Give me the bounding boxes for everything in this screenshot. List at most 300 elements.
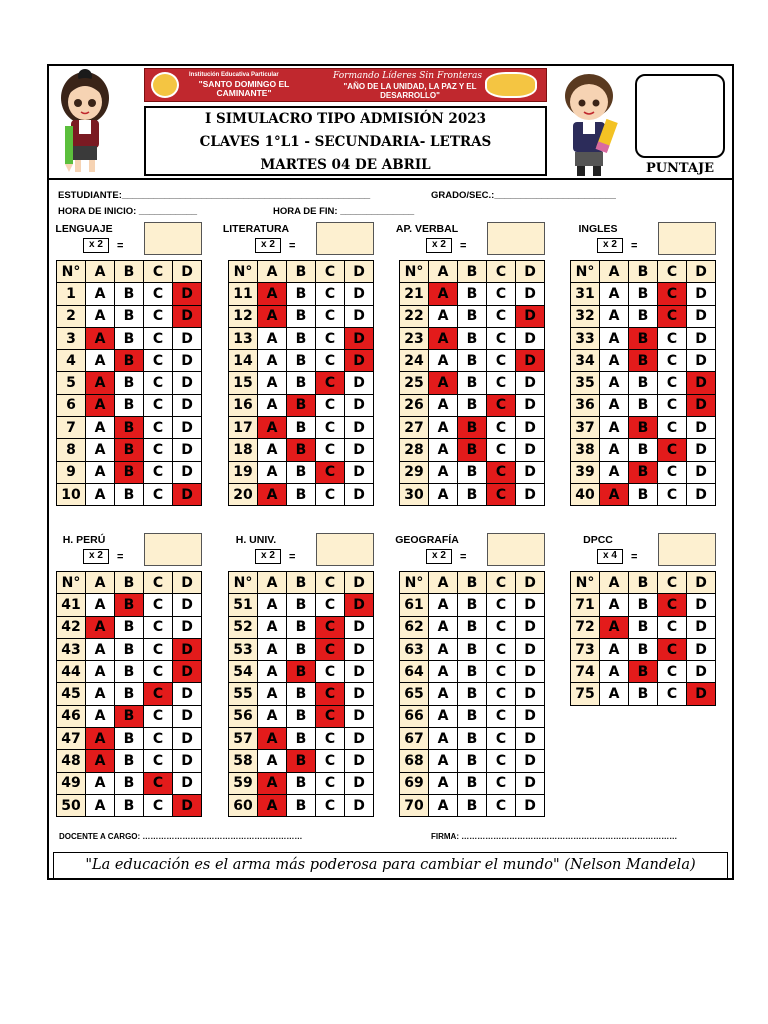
option-cell[interactable]: A <box>600 683 629 705</box>
option-cell[interactable]: B <box>115 327 144 349</box>
option-cell[interactable]: A <box>86 305 115 327</box>
option-cell[interactable]: D <box>173 683 202 705</box>
option-cell[interactable]: B <box>287 794 316 816</box>
option-cell[interactable]: A <box>86 661 115 683</box>
correct-option[interactable]: C <box>316 616 345 638</box>
option-cell[interactable]: B <box>629 439 658 461</box>
option-cell[interactable]: D <box>516 794 545 816</box>
option-cell[interactable]: B <box>287 638 316 660</box>
correct-option[interactable]: A <box>86 750 115 772</box>
option-cell[interactable]: D <box>687 661 716 683</box>
option-cell[interactable]: B <box>115 616 144 638</box>
correct-option[interactable]: A <box>258 417 287 439</box>
correct-option[interactable]: C <box>487 394 516 416</box>
section-score-box[interactable] <box>658 533 716 566</box>
option-cell[interactable]: C <box>316 350 345 372</box>
option-cell[interactable]: C <box>487 794 516 816</box>
correct-option[interactable]: B <box>287 439 316 461</box>
option-cell[interactable]: A <box>429 461 458 483</box>
option-cell[interactable]: D <box>173 394 202 416</box>
option-cell[interactable]: A <box>429 728 458 750</box>
option-cell[interactable]: C <box>658 372 687 394</box>
option-cell[interactable]: A <box>429 794 458 816</box>
option-cell[interactable]: A <box>258 327 287 349</box>
option-cell[interactable]: B <box>287 283 316 305</box>
option-cell[interactable]: B <box>115 750 144 772</box>
option-cell[interactable]: D <box>345 305 374 327</box>
correct-option[interactable]: C <box>658 283 687 305</box>
option-cell[interactable]: D <box>345 772 374 794</box>
option-cell[interactable]: D <box>516 638 545 660</box>
correct-option[interactable]: D <box>173 661 202 683</box>
correct-option[interactable]: C <box>316 705 345 727</box>
option-cell[interactable]: B <box>115 394 144 416</box>
option-cell[interactable]: C <box>658 461 687 483</box>
option-cell[interactable]: B <box>115 483 144 505</box>
option-cell[interactable]: A <box>258 750 287 772</box>
option-cell[interactable]: D <box>516 616 545 638</box>
option-cell[interactable]: B <box>629 616 658 638</box>
option-cell[interactable]: D <box>516 750 545 772</box>
option-cell[interactable]: D <box>173 705 202 727</box>
option-cell[interactable]: B <box>115 794 144 816</box>
option-cell[interactable]: B <box>458 794 487 816</box>
correct-option[interactable]: A <box>86 616 115 638</box>
option-cell[interactable]: C <box>144 372 173 394</box>
option-cell[interactable]: C <box>316 794 345 816</box>
option-cell[interactable]: C <box>144 705 173 727</box>
correct-option[interactable]: A <box>258 483 287 505</box>
section-score-box[interactable] <box>658 222 716 255</box>
option-cell[interactable]: C <box>144 283 173 305</box>
section-score-box[interactable] <box>487 222 545 255</box>
correct-option[interactable]: B <box>115 461 144 483</box>
option-cell[interactable]: B <box>458 728 487 750</box>
correct-option[interactable]: A <box>429 327 458 349</box>
option-cell[interactable]: C <box>658 394 687 416</box>
option-cell[interactable]: D <box>516 327 545 349</box>
option-cell[interactable]: B <box>458 327 487 349</box>
option-cell[interactable]: D <box>173 327 202 349</box>
option-cell[interactable]: D <box>345 683 374 705</box>
option-cell[interactable]: C <box>144 638 173 660</box>
option-cell[interactable]: D <box>345 728 374 750</box>
option-cell[interactable]: B <box>287 327 316 349</box>
option-cell[interactable]: B <box>458 683 487 705</box>
option-cell[interactable]: B <box>458 372 487 394</box>
option-cell[interactable]: A <box>86 283 115 305</box>
correct-option[interactable]: A <box>600 616 629 638</box>
correct-option[interactable]: C <box>144 772 173 794</box>
option-cell[interactable]: D <box>687 417 716 439</box>
option-cell[interactable]: B <box>458 772 487 794</box>
option-cell[interactable]: A <box>86 683 115 705</box>
option-cell[interactable]: D <box>516 772 545 794</box>
option-cell[interactable]: D <box>345 616 374 638</box>
option-cell[interactable]: A <box>258 705 287 727</box>
option-cell[interactable]: B <box>287 350 316 372</box>
correct-option[interactable]: A <box>86 372 115 394</box>
section-score-box[interactable] <box>316 533 374 566</box>
option-cell[interactable]: C <box>144 750 173 772</box>
option-cell[interactable]: A <box>429 683 458 705</box>
correct-option[interactable]: A <box>258 283 287 305</box>
option-cell[interactable]: B <box>115 772 144 794</box>
correct-option[interactable]: A <box>429 283 458 305</box>
option-cell[interactable]: D <box>516 705 545 727</box>
option-cell[interactable]: B <box>458 594 487 616</box>
correct-option[interactable]: B <box>115 594 144 616</box>
option-cell[interactable]: D <box>345 661 374 683</box>
correct-option[interactable]: D <box>687 372 716 394</box>
correct-option[interactable]: A <box>429 372 458 394</box>
option-cell[interactable]: B <box>115 638 144 660</box>
correct-option[interactable]: D <box>516 350 545 372</box>
option-cell[interactable]: A <box>600 305 629 327</box>
correct-option[interactable]: D <box>345 350 374 372</box>
correct-option[interactable]: C <box>316 683 345 705</box>
option-cell[interactable]: A <box>258 616 287 638</box>
option-cell[interactable]: D <box>516 483 545 505</box>
option-cell[interactable]: C <box>316 305 345 327</box>
option-cell[interactable]: B <box>458 638 487 660</box>
option-cell[interactable]: C <box>144 594 173 616</box>
correct-option[interactable]: A <box>600 483 629 505</box>
option-cell[interactable]: B <box>287 372 316 394</box>
option-cell[interactable]: C <box>487 439 516 461</box>
correct-option[interactable]: A <box>258 728 287 750</box>
option-cell[interactable]: C <box>487 616 516 638</box>
student-field[interactable]: ESTUDIANTE:_______________________________________________ <box>58 190 371 201</box>
option-cell[interactable]: C <box>658 417 687 439</box>
option-cell[interactable]: C <box>316 483 345 505</box>
option-cell[interactable]: C <box>144 483 173 505</box>
option-cell[interactable]: B <box>458 305 487 327</box>
correct-option[interactable]: B <box>287 750 316 772</box>
option-cell[interactable]: B <box>629 594 658 616</box>
option-cell[interactable]: A <box>429 705 458 727</box>
option-cell[interactable]: A <box>600 372 629 394</box>
option-cell[interactable]: B <box>115 372 144 394</box>
correct-option[interactable]: B <box>115 417 144 439</box>
option-cell[interactable]: A <box>600 661 629 683</box>
correct-option[interactable]: C <box>316 461 345 483</box>
option-cell[interactable]: C <box>487 661 516 683</box>
correct-option[interactable]: B <box>629 350 658 372</box>
correct-option[interactable]: D <box>687 394 716 416</box>
option-cell[interactable]: C <box>658 661 687 683</box>
signature-field[interactable]: FIRMA: ……………………………………………………………………… <box>431 832 678 841</box>
option-cell[interactable]: C <box>487 705 516 727</box>
option-cell[interactable]: C <box>487 327 516 349</box>
correct-option[interactable]: C <box>658 305 687 327</box>
correct-option[interactable]: A <box>86 394 115 416</box>
option-cell[interactable]: B <box>458 461 487 483</box>
option-cell[interactable]: B <box>115 661 144 683</box>
correct-option[interactable]: A <box>258 794 287 816</box>
option-cell[interactable]: B <box>458 750 487 772</box>
option-cell[interactable]: B <box>458 394 487 416</box>
option-cell[interactable]: D <box>173 439 202 461</box>
correct-option[interactable]: C <box>658 439 687 461</box>
option-cell[interactable]: A <box>600 461 629 483</box>
option-cell[interactable]: A <box>429 350 458 372</box>
option-cell[interactable]: C <box>487 283 516 305</box>
correct-option[interactable]: D <box>687 683 716 705</box>
option-cell[interactable]: C <box>658 616 687 638</box>
option-cell[interactable]: B <box>287 305 316 327</box>
option-cell[interactable]: B <box>115 683 144 705</box>
option-cell[interactable]: A <box>600 394 629 416</box>
option-cell[interactable]: A <box>600 638 629 660</box>
option-cell[interactable]: A <box>429 772 458 794</box>
option-cell[interactable]: C <box>487 638 516 660</box>
option-cell[interactable]: C <box>316 661 345 683</box>
correct-option[interactable]: B <box>115 705 144 727</box>
option-cell[interactable]: C <box>487 750 516 772</box>
option-cell[interactable]: B <box>287 728 316 750</box>
option-cell[interactable]: B <box>287 772 316 794</box>
option-cell[interactable]: B <box>629 394 658 416</box>
correct-option[interactable]: A <box>86 728 115 750</box>
option-cell[interactable]: B <box>115 283 144 305</box>
option-cell[interactable]: D <box>687 461 716 483</box>
option-cell[interactable]: D <box>173 728 202 750</box>
option-cell[interactable]: A <box>86 350 115 372</box>
option-cell[interactable]: D <box>345 705 374 727</box>
correct-option[interactable]: D <box>345 327 374 349</box>
option-cell[interactable]: B <box>287 594 316 616</box>
option-cell[interactable]: C <box>487 728 516 750</box>
option-cell[interactable]: D <box>516 417 545 439</box>
option-cell[interactable]: C <box>658 483 687 505</box>
option-cell[interactable]: C <box>144 661 173 683</box>
option-cell[interactable]: D <box>345 750 374 772</box>
option-cell[interactable]: A <box>258 638 287 660</box>
option-cell[interactable]: B <box>458 616 487 638</box>
option-cell[interactable]: A <box>429 394 458 416</box>
option-cell[interactable]: C <box>144 394 173 416</box>
correct-option[interactable]: B <box>629 461 658 483</box>
option-cell[interactable]: D <box>173 772 202 794</box>
option-cell[interactable]: B <box>115 305 144 327</box>
option-cell[interactable]: C <box>316 750 345 772</box>
option-cell[interactable]: D <box>173 461 202 483</box>
option-cell[interactable]: D <box>345 638 374 660</box>
option-cell[interactable]: D <box>345 417 374 439</box>
correct-option[interactable]: C <box>658 594 687 616</box>
option-cell[interactable]: A <box>600 350 629 372</box>
correct-option[interactable]: A <box>258 305 287 327</box>
option-cell[interactable]: C <box>144 461 173 483</box>
option-cell[interactable]: D <box>345 283 374 305</box>
option-cell[interactable]: B <box>287 417 316 439</box>
option-cell[interactable]: C <box>144 728 173 750</box>
option-cell[interactable]: C <box>658 350 687 372</box>
option-cell[interactable]: B <box>458 350 487 372</box>
option-cell[interactable]: C <box>144 327 173 349</box>
option-cell[interactable]: D <box>345 461 374 483</box>
option-cell[interactable]: A <box>258 594 287 616</box>
correct-option[interactable]: C <box>316 372 345 394</box>
correct-option[interactable]: D <box>345 594 374 616</box>
option-cell[interactable]: A <box>258 439 287 461</box>
correct-option[interactable]: D <box>173 283 202 305</box>
option-cell[interactable]: B <box>458 483 487 505</box>
option-cell[interactable]: D <box>173 594 202 616</box>
option-cell[interactable]: C <box>144 439 173 461</box>
option-cell[interactable]: D <box>516 728 545 750</box>
correct-option[interactable]: C <box>144 683 173 705</box>
option-cell[interactable]: C <box>316 283 345 305</box>
correct-option[interactable]: B <box>458 439 487 461</box>
option-cell[interactable]: D <box>173 616 202 638</box>
correct-option[interactable]: B <box>629 661 658 683</box>
option-cell[interactable]: D <box>173 417 202 439</box>
option-cell[interactable]: A <box>86 772 115 794</box>
option-cell[interactable]: D <box>516 283 545 305</box>
option-cell[interactable]: C <box>658 683 687 705</box>
option-cell[interactable]: A <box>258 394 287 416</box>
option-cell[interactable]: D <box>687 327 716 349</box>
start-time-field[interactable]: HORA DE INICIO: ___________ <box>58 206 198 217</box>
option-cell[interactable]: C <box>144 616 173 638</box>
score-box[interactable] <box>635 74 725 158</box>
option-cell[interactable]: B <box>629 483 658 505</box>
option-cell[interactable]: B <box>458 661 487 683</box>
option-cell[interactable]: A <box>258 683 287 705</box>
option-cell[interactable]: B <box>629 283 658 305</box>
option-cell[interactable]: C <box>316 772 345 794</box>
section-score-box[interactable] <box>144 533 202 566</box>
option-cell[interactable]: A <box>86 794 115 816</box>
correct-option[interactable]: B <box>287 661 316 683</box>
option-cell[interactable]: D <box>345 372 374 394</box>
correct-option[interactable]: B <box>287 394 316 416</box>
option-cell[interactable]: D <box>173 372 202 394</box>
option-cell[interactable]: D <box>516 661 545 683</box>
option-cell[interactable]: A <box>86 705 115 727</box>
option-cell[interactable]: B <box>629 638 658 660</box>
correct-option[interactable]: D <box>173 794 202 816</box>
grade-field[interactable]: GRADO/SEC.:_______________________ <box>431 190 616 201</box>
option-cell[interactable]: A <box>429 594 458 616</box>
option-cell[interactable]: A <box>429 417 458 439</box>
option-cell[interactable]: C <box>487 772 516 794</box>
option-cell[interactable]: D <box>345 794 374 816</box>
option-cell[interactable]: D <box>687 638 716 660</box>
option-cell[interactable]: A <box>429 439 458 461</box>
correct-option[interactable]: C <box>487 483 516 505</box>
correct-option[interactable]: B <box>629 417 658 439</box>
option-cell[interactable]: D <box>173 750 202 772</box>
option-cell[interactable]: A <box>258 350 287 372</box>
correct-option[interactable]: A <box>258 772 287 794</box>
option-cell[interactable]: A <box>429 661 458 683</box>
end-time-field[interactable]: HORA DE FIN: ______________ <box>273 206 415 217</box>
option-cell[interactable]: A <box>600 439 629 461</box>
option-cell[interactable]: C <box>144 417 173 439</box>
option-cell[interactable]: D <box>687 305 716 327</box>
option-cell[interactable]: A <box>86 638 115 660</box>
option-cell[interactable]: C <box>487 683 516 705</box>
option-cell[interactable]: D <box>516 394 545 416</box>
option-cell[interactable]: A <box>429 305 458 327</box>
option-cell[interactable]: A <box>86 483 115 505</box>
correct-option[interactable]: C <box>487 461 516 483</box>
option-cell[interactable]: D <box>345 483 374 505</box>
option-cell[interactable]: C <box>487 350 516 372</box>
section-score-box[interactable] <box>487 533 545 566</box>
option-cell[interactable]: D <box>345 394 374 416</box>
option-cell[interactable]: A <box>258 661 287 683</box>
option-cell[interactable]: D <box>687 616 716 638</box>
option-cell[interactable]: A <box>86 594 115 616</box>
option-cell[interactable]: B <box>115 728 144 750</box>
option-cell[interactable]: A <box>86 461 115 483</box>
option-cell[interactable]: D <box>173 350 202 372</box>
option-cell[interactable]: A <box>429 483 458 505</box>
option-cell[interactable]: A <box>600 594 629 616</box>
option-cell[interactable]: C <box>316 439 345 461</box>
option-cell[interactable]: C <box>144 350 173 372</box>
option-cell[interactable]: C <box>144 794 173 816</box>
section-score-box[interactable] <box>144 222 202 255</box>
option-cell[interactable]: D <box>687 283 716 305</box>
option-cell[interactable]: C <box>487 305 516 327</box>
option-cell[interactable]: D <box>516 683 545 705</box>
correct-option[interactable]: B <box>115 350 144 372</box>
option-cell[interactable]: B <box>629 305 658 327</box>
correct-option[interactable]: B <box>458 417 487 439</box>
correct-option[interactable]: D <box>516 305 545 327</box>
option-cell[interactable]: A <box>429 638 458 660</box>
option-cell[interactable]: A <box>429 750 458 772</box>
option-cell[interactable]: C <box>316 728 345 750</box>
option-cell[interactable]: B <box>458 705 487 727</box>
option-cell[interactable]: C <box>316 417 345 439</box>
option-cell[interactable]: C <box>658 327 687 349</box>
correct-option[interactable]: D <box>173 305 202 327</box>
option-cell[interactable]: C <box>487 417 516 439</box>
option-cell[interactable]: B <box>287 683 316 705</box>
option-cell[interactable]: B <box>458 283 487 305</box>
option-cell[interactable]: C <box>144 305 173 327</box>
option-cell[interactable]: D <box>516 594 545 616</box>
option-cell[interactable]: B <box>287 483 316 505</box>
option-cell[interactable]: B <box>287 461 316 483</box>
option-cell[interactable]: D <box>516 439 545 461</box>
option-cell[interactable]: D <box>687 483 716 505</box>
option-cell[interactable]: C <box>487 372 516 394</box>
option-cell[interactable]: B <box>287 616 316 638</box>
option-cell[interactable]: D <box>516 372 545 394</box>
correct-option[interactable]: B <box>629 327 658 349</box>
option-cell[interactable]: D <box>345 439 374 461</box>
option-cell[interactable]: B <box>629 372 658 394</box>
option-cell[interactable]: B <box>629 683 658 705</box>
section-score-box[interactable] <box>316 222 374 255</box>
option-cell[interactable]: A <box>86 417 115 439</box>
option-cell[interactable]: C <box>316 394 345 416</box>
correct-option[interactable]: D <box>173 638 202 660</box>
correct-option[interactable]: B <box>115 439 144 461</box>
option-cell[interactable]: A <box>258 372 287 394</box>
option-cell[interactable]: C <box>316 594 345 616</box>
correct-option[interactable]: A <box>86 327 115 349</box>
correct-option[interactable]: D <box>173 483 202 505</box>
option-cell[interactable]: A <box>429 616 458 638</box>
